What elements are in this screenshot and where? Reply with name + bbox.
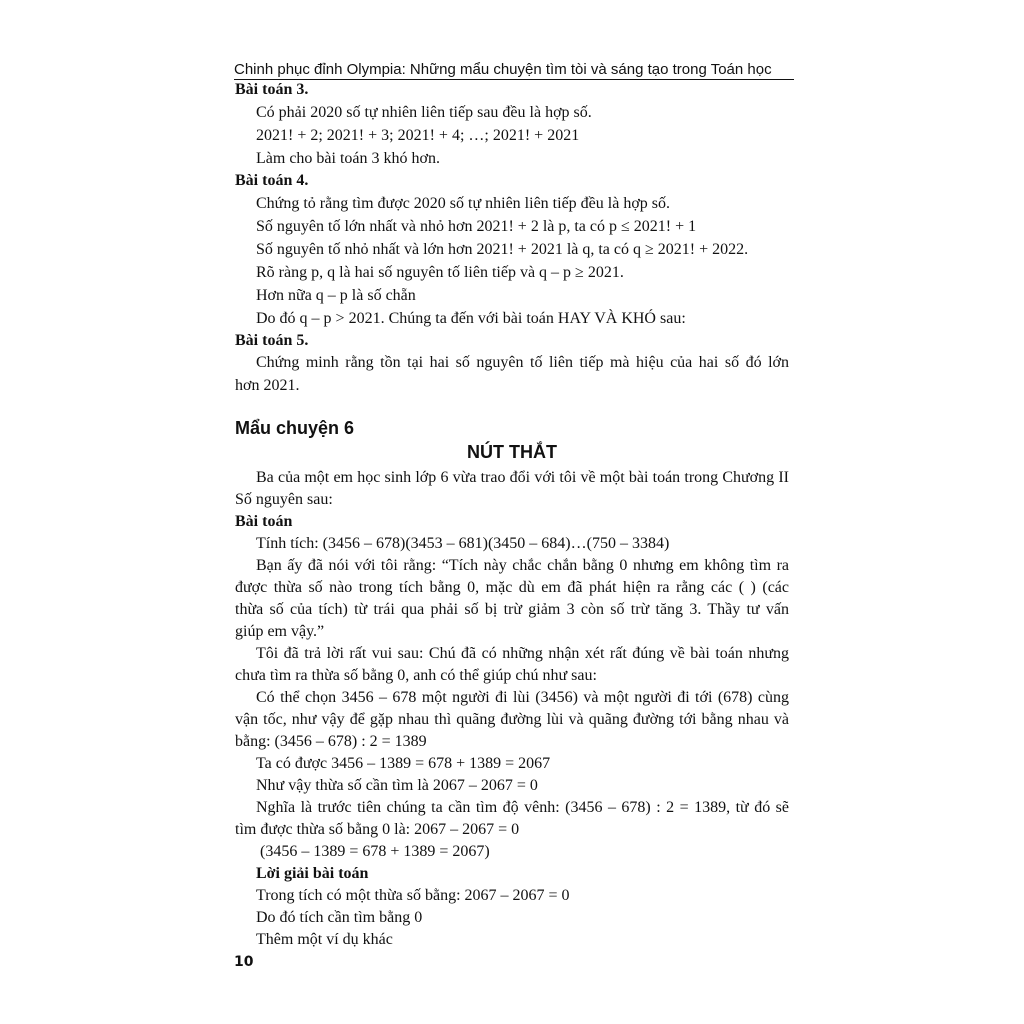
text-line: thừa số của tích) từ trái qua phải số bị trừ giảm 3 còn số trừ tăng 3. Thầy tư vấn	[235, 601, 789, 618]
text-line: vận tốc, như vậy để gặp nhau thì quãng đường lùi và quãng đường tới bằng nhau và	[235, 711, 789, 728]
text-line: Nghĩa là trước tiên chúng ta cần tìm độ vênh: (3456 – 678) : 2 = 1389, từ đó sẽ	[256, 799, 789, 816]
problem-4-heading: Bài toán 4.	[235, 172, 309, 189]
text-line: Làm cho bài toán 3 khó hơn.	[256, 150, 440, 167]
text-line: Ta có được 3456 – 1389 = 678 + 1389 = 2067	[256, 755, 551, 772]
text-line: chưa tìm ra thừa số bằng 0, anh có thể giúp chú như sau:	[235, 667, 597, 684]
text-line: Số nguyên tố lớn nhất và nhỏ hơn 2021! + 2 là p, ta có p ≤ 2021! + 1	[256, 218, 697, 235]
text-line: Chứng tỏ rằng tìm được 2020 số tự nhiên liên tiếp đều là hợp số.	[256, 195, 670, 212]
text-line: bằng: (3456 – 678) : 2 = 1389	[235, 733, 427, 750]
text-line: Rõ ràng p, q là hai số nguyên tố liên tiếp và q – p ≥ 2021.	[256, 264, 624, 281]
text-line: được thừa số nào trong tích bằng 0, mặc dù em đã phát hiện ra rằng các ( ) (các	[235, 579, 789, 596]
text-line: Do đó q – p > 2021. Chúng ta đến với bài toán HAY VÀ KHÓ sau:	[256, 310, 686, 327]
text-line: Trong tích có một thừa số bằng: 2067 – 2067 = 0	[256, 887, 570, 904]
running-header: Chinh phục đỉnh Olympia: Những mẩu chuyện tìm tòi và sáng tạo trong Toán học	[234, 60, 794, 80]
text-line: Có thể chọn 3456 – 678 một người đi lùi (3456) và một người đi tới (678) cùng	[256, 689, 789, 706]
page-number: 10	[234, 954, 254, 970]
text-line: Hơn nữa q – p là số chẵn	[256, 287, 416, 304]
section-heading: Mẩu chuyện 6	[235, 418, 355, 438]
text-line: Số nguyên sau:	[235, 491, 333, 508]
text-line: tìm được thừa số bằng 0 là: 2067 – 2067 = 0	[235, 821, 520, 838]
text-line: Do đó tích cần tìm bằng 0	[256, 909, 423, 926]
section-title: NÚT THẮT	[467, 442, 557, 462]
text-line: Như vậy thừa số cần tìm là 2067 – 2067 = 0	[256, 777, 538, 794]
text-line: 2021! + 2; 2021! + 3; 2021! + 4; …; 2021! + 2021	[256, 127, 580, 144]
text-line: Tính tích: (3456 – 678)(3453 – 681)(3450 – 684)…(750 – 3384)	[256, 535, 670, 552]
text-line: giúp em vậy.”	[235, 623, 325, 640]
text-line: (3456 – 1389 = 678 + 1389 = 2067)	[260, 843, 490, 860]
problem-heading: Bài toán	[235, 513, 293, 530]
text-line: Chứng minh rằng tồn tại hai số nguyên tố liên tiếp mà hiệu của hai số đó lớn	[256, 354, 789, 371]
text-line: hơn 2021.	[235, 377, 300, 394]
text-line: Ba của một em học sinh lớp 6 vừa trao đổi với tôi về một bài toán trong Chương II	[256, 469, 789, 486]
text-line: Bạn ấy đã nói với tôi rằng: “Tích này chắc chắn bằng 0 nhưng em không tìm ra	[256, 557, 789, 574]
problem-5-heading: Bài toán 5.	[235, 332, 309, 349]
solution-heading: Lời giải bài toán	[256, 865, 369, 882]
text-line: Số nguyên tố nhỏ nhất và lớn hơn 2021! + 2021 là q, ta có q ≥ 2021! + 2022.	[256, 241, 749, 258]
text-line: Thêm một ví dụ khác	[256, 931, 393, 948]
text-line: Tôi đã trả lời rất vui sau: Chú đã có những nhận xét rất đúng về bài toán nhưng	[256, 645, 789, 662]
text-line: Có phải 2020 số tự nhiên liên tiếp sau đều là hợp số.	[256, 104, 592, 121]
problem-3-heading: Bài toán 3.	[235, 81, 309, 98]
